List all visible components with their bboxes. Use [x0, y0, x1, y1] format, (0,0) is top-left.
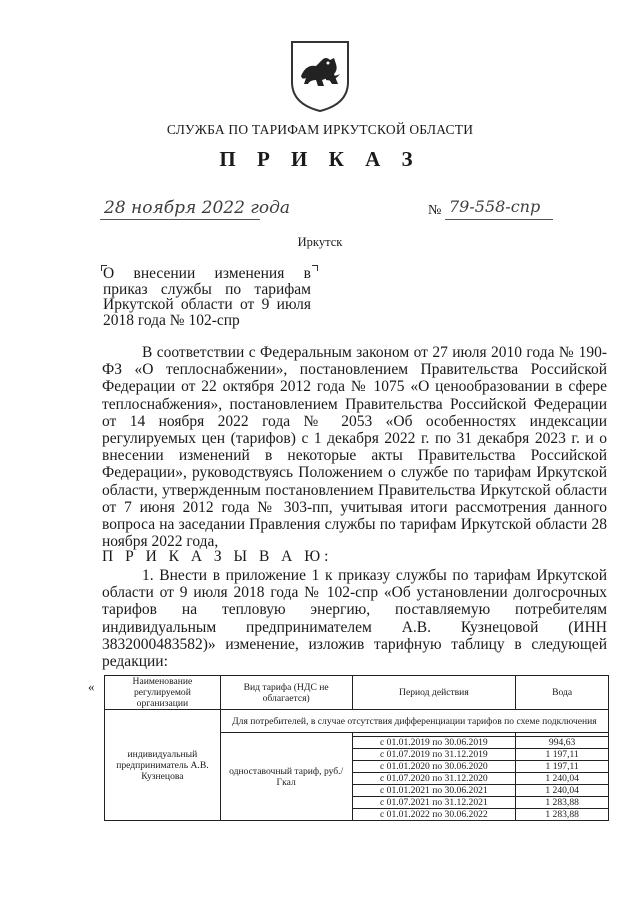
organization-cell: индивидуальный предприниматель А.В. Кузнецова [105, 710, 221, 821]
coat-of-arms-icon [288, 38, 352, 114]
subject-bracket-right [312, 265, 318, 271]
tariff-value-cell: 1 240,04 [516, 773, 609, 785]
city-name: Иркутск [297, 235, 343, 249]
opening-quote-mark: « [88, 679, 95, 694]
period-cell: с 01.01.2020 по 30.06.2020 [352, 761, 516, 773]
handwritten-date: 28 ноября 2022 года [104, 198, 291, 218]
number-underline [445, 219, 553, 220]
handwritten-order-number: 79-558-спр [449, 197, 541, 216]
tariff-value-cell: 994,63 [516, 737, 609, 749]
date-underline [100, 219, 260, 220]
header-period: Период действия [352, 676, 516, 710]
tariff-value-cell: 1 197,11 [516, 761, 609, 773]
period-cell: с 01.01.2019 по 30.06.2019 [352, 737, 516, 749]
order-subject: О внесении изменения в приказ службы по тарифам Иркутской области от 9 июля 2018 года № 102-спр [103, 265, 311, 329]
tariff-value-cell: 1 240,04 [516, 785, 609, 797]
tariff-type-cell: одноставочный тариф, руб./Гкал [220, 733, 352, 821]
tariff-value-cell: 1 283,88 [516, 809, 609, 821]
header-organization: Наименование регулируемой организации [105, 676, 221, 710]
tariff-value-cell: 1 197,11 [516, 749, 609, 761]
order-directive: П Р И К А З Ы В А Ю: [102, 548, 333, 565]
period-cell: с 01.01.2022 по 30.06.2022 [352, 809, 516, 821]
document-type-title: П Р И К А З [219, 147, 421, 171]
tariff-value-cell: 1 283,88 [516, 797, 609, 809]
period-cell: с 01.07.2019 по 31.12.2019 [352, 749, 516, 761]
preamble-paragraph: В соответствии с Федеральным законом от 27 июля 2010 года № 190-ФЗ «О теплоснабжении», постановлением Правительства Российской Федерации от 22 октября 2012 года № 1075 «О ценообразовании в сфере теплоснабжения», постановлением Правительства Российской Федерации от 14 ноября 2022 года № 2053 «Об особенностях индексации регулируемых цен (тарифов) с 1 декабря 2022 г. по 31 декабря 2023 г. и о внесении изменений в некоторые акты Правительства Российской Федерации», руководствуясь Положением о службе по тарифам Иркутской области, утвержденным постановлением Правительства Иркутской области от 7 июня 2012 года № 303-пп, учитывая итоги рассмотрения данного вопроса на заседании Правления службы по тарифам Иркутской области 28 ноября 2022 года, [102, 344, 607, 551]
table-header-row [105, 676, 609, 710]
agency-name: СЛУЖБА ПО ТАРИФАМ ИРКУТСКОЙ ОБЛАСТИ [166, 122, 474, 137]
header-water: Вода [516, 676, 609, 710]
period-cell: с 01.07.2021 по 31.12.2021 [352, 797, 516, 809]
period-cell: с 01.01.2021 по 30.06.2021 [352, 785, 516, 797]
number-sign: № [428, 203, 442, 218]
item-1-paragraph: 1. Внести в приложение 1 к приказу службы по тарифам Иркутской области от 9 июля 2018 года № 102-спр «Об установлении долгосрочных тарифов на тепловую энергию, поставляемую потребителям индивидуальным предпринимателем А.В. Кузнецовой (ИНН 3832000483582)» изменение, изложив тарифную таблицу в следующей редакции: [102, 567, 607, 671]
header-tariff-type: Вид тарифа (НДС не облагается) [220, 676, 352, 710]
period-cell: с 01.07.2020 по 31.12.2020 [352, 773, 516, 785]
tariff-table [104, 675, 609, 821]
consumer-category-row: Для потребителей, в случае отсутствия дифференциации тарифов по схеме подключения [220, 710, 608, 733]
